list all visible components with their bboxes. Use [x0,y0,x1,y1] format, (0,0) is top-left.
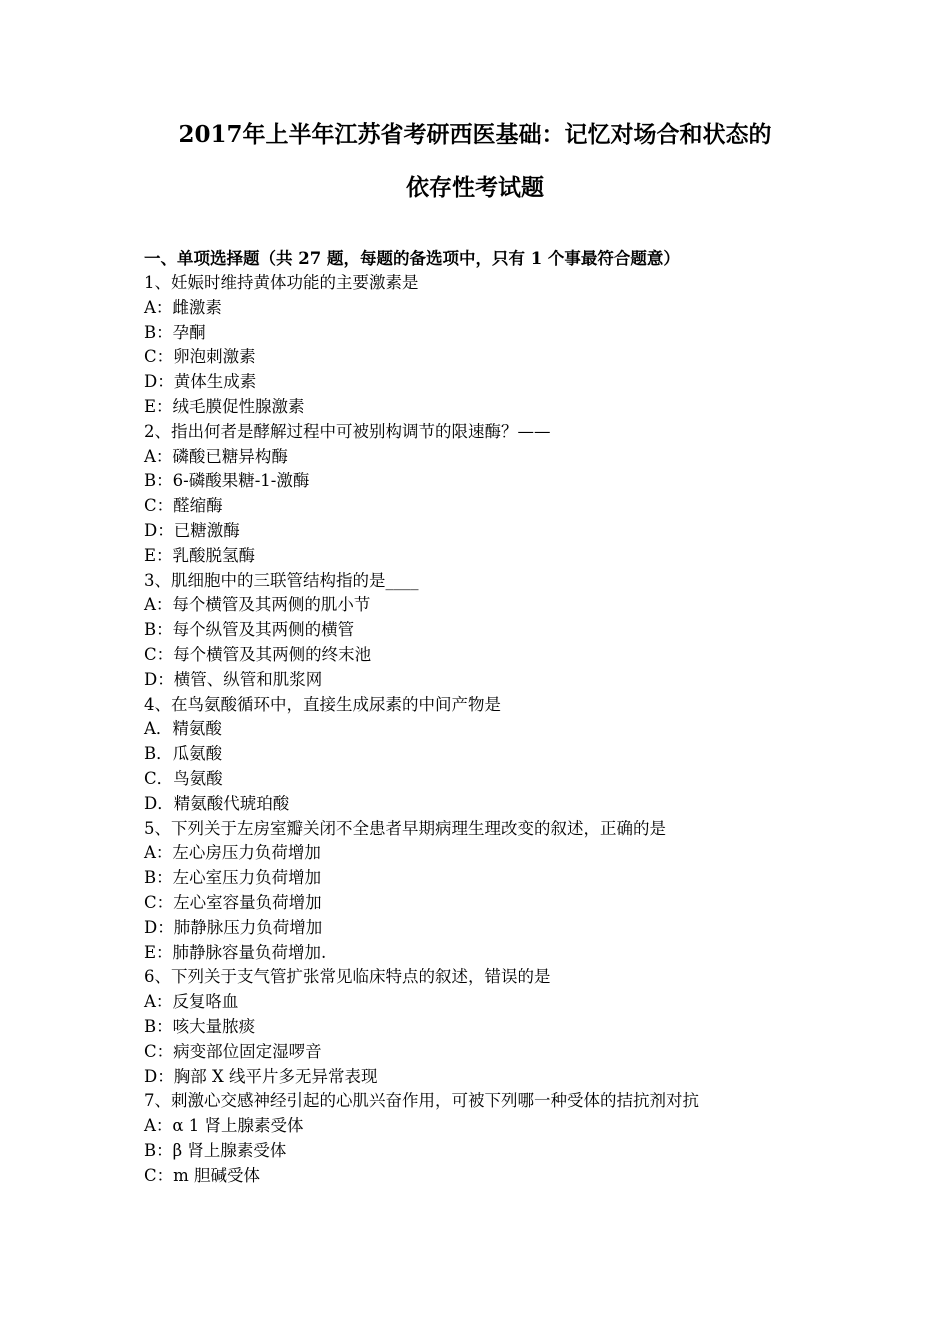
question-3 [144,569,824,693]
question-stem: 7、刺激心交感神经引起的心肌兴奋作用，可被下列哪一种受体的拮抗剂对抗 [144,1091,699,1111]
answer-option: B：β 肾上腺素受体 [144,1140,287,1160]
answer-option: A：磷酸已糖异构酶 [144,446,288,466]
question-1 [144,271,824,420]
answer-option: C．鸟氨酸 [144,768,223,788]
answer-option: A．精氨酸 [144,719,222,739]
answer-option: B：咳大量脓痰 [144,1016,256,1036]
answer-option: B：每个纵管及其两侧的横管 [144,620,355,640]
question-stem: 2、指出何者是酵解过程中可被别构调节的限速酶？—— [144,421,551,441]
question-list [144,271,824,1188]
question-stem: 4、在鸟氨酸循环中，直接生成尿素的中间产物是 [144,694,501,714]
question-2 [144,420,824,569]
question-5 [144,817,824,966]
question-stem: 3、肌细胞中的三联管结构指的是____ [144,570,419,590]
question-7 [144,1089,824,1188]
document-content [144,246,824,1188]
answer-option: D：横管、纵管和肌浆网 [144,669,323,689]
answer-option: C：每个横管及其两侧的终末池 [144,644,372,664]
answer-option: A：雌激素 [144,297,222,317]
answer-option: B：左心室压力负荷增加 [144,868,322,888]
answer-option: A：每个横管及其两侧的肌小节 [144,595,371,615]
answer-option: A：反复咯血 [144,992,239,1012]
document-title-line-2: 依存性考试题 [406,174,544,201]
question-6 [144,965,824,1089]
document-title-line-1: 2017年上半年江苏省考研西医基础：记忆对场合和状态的 [178,121,772,148]
answer-option: B：6-磷酸果糖-1-激酶 [144,471,310,491]
answer-option: D：黄体生成素 [144,372,257,392]
question-stem: 5、下列关于左房室瓣关闭不全患者早期病理生理改变的叙述，正确的是 [144,818,666,838]
answer-option: E：乳酸脱氢酶 [144,545,256,565]
answer-option: D：肺静脉压力负荷增加 [144,917,323,937]
answer-option: E：肺静脉容量负荷增加. [144,942,327,962]
section-heading: 一、单项选择题（共 27 题，每题的备选项中，只有 1 个事最符合题意） [144,249,680,268]
answer-option: D：已糖激酶 [144,520,240,540]
question-stem: 6、下列关于支气管扩张常见临床特点的叙述，错误的是 [144,967,551,987]
answer-option: C：病变部位固定湿啰音 [144,1041,322,1061]
answer-option: B：孕酮 [144,322,206,342]
answer-option: C：左心室容量负荷增加 [144,892,322,912]
answer-option: D．精氨酸代琥珀酸 [144,793,290,813]
answer-option: D：胸部 X 线平片多无异常表现 [144,1066,378,1086]
answer-option: B．瓜氨酸 [144,744,223,764]
answer-option: C：卵泡刺激素 [144,347,256,367]
answer-option: A：左心房压力负荷增加 [144,843,321,863]
question-4 [144,693,824,817]
answer-option: C：醛缩酶 [144,496,223,516]
answer-option: E：绒毛膜促性腺激素 [144,396,305,416]
question-stem: 1、妊娠时维持黄体功能的主要激素是 [144,273,419,292]
answer-option: A：α 1 肾上腺素受体 [144,1116,304,1136]
answer-option: C：m 胆碱受体 [144,1165,261,1185]
